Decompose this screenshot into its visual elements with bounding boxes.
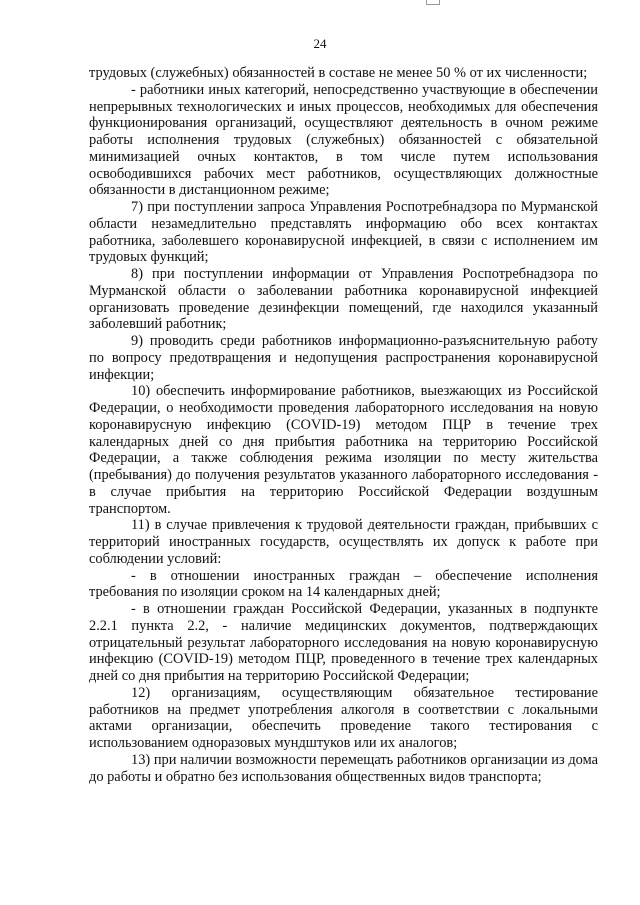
paragraph-item-7: 7) при поступлении запроса Управления Роспотребнадзора по Мурманской области незамедлительно представлять информацию обо всех контактах работника, заболевшего коронавирусной инфекцией, в связи с исполнением им трудовых функций; <box>89 199 598 266</box>
paragraph-item-10: 10) обеспечить информирование работников, выезжающих из Российской Федерации, о необходимости проведения лабораторного исследования на новую коронавирусную инфекцию (COVID-19) методом ПЦР в течение трех календарных дней со дня прибытия работника на территорию Российской Федерации, а также соблюдения режима изоляции по месту жительства (пребывания) до получения результатов указанного лабораторного исследования - в случае прибытия на территорию Российской Федерации воздушным транспортом. <box>89 383 598 517</box>
paragraph-item-9: 9) проводить среди работников информационно-разъяснительную работу по вопросу предотвращения и недопущения распространения коронавирусной инфекции; <box>89 333 598 383</box>
body-text <box>89 65 598 785</box>
paragraph-other-workers: - работники иных категорий, непосредственно участвующие в обеспечении непрерывных технологических и иных процессов, необходимых для обеспечения функционирования организаций, осуществляют деятельность в очном режиме работы исполнения трудовых (служебных) обязанностей с обязательной минимизацией очных контактов, в том числе путем использования освободившихся рабочих мест работников, осуществляющих должностные обязанности в дистанционном режиме; <box>89 81 598 199</box>
paragraph-item-12: 12) организациям, осуществляющим обязательное тестирование работников на предмет употребления алкоголя в соответствии с локальными актами организации, обеспечить проведение такого тестирования с использованием одноразовых мундштуков или их аналогов; <box>89 684 598 751</box>
paragraph-item-8: 8) при поступлении информации от Управления Роспотребнадзора по Мурманской области о заболевании работника коронавирусной инфекцией организовать проведение дезинфекции помещений, где находился указанный заболевший работник; <box>89 266 598 333</box>
paragraph-foreign-citizens: - в отношении иностранных граждан – обеспечение исполнения требования по изоляции сроком на 14 календарных дней; <box>89 567 598 601</box>
paragraph-russian-citizens: - в отношении граждан Российской Федерации, указанных в подпункте 2.2.1 пункта 2.2, - наличие медицинских документов, подтверждающих отрицательный результат лабораторного исследования на новую коронавирусную инфекцию (COVID-19) методом ПЦР, проведенного в течение трех календарных дней со дня прибытия на территорию Российской Федерации; <box>89 601 598 684</box>
scan-edge-mark <box>426 0 440 5</box>
page-number: 24 <box>313 36 327 51</box>
paragraph-item-11: 11) в случае привлечения к трудовой деятельности граждан, прибывших с территорий иностранных государств, осуществлять их допуск к работе при соблюдении условий: <box>89 517 598 567</box>
paragraph-continuation: трудовых (служебных) обязанностей в составе не менее 50 % от их численности; <box>89 65 588 81</box>
paragraph-item-13: 13) при наличии возможности перемещать работников организации из дома до работы и обратно без использования общественных видов транспорта; <box>89 751 598 785</box>
